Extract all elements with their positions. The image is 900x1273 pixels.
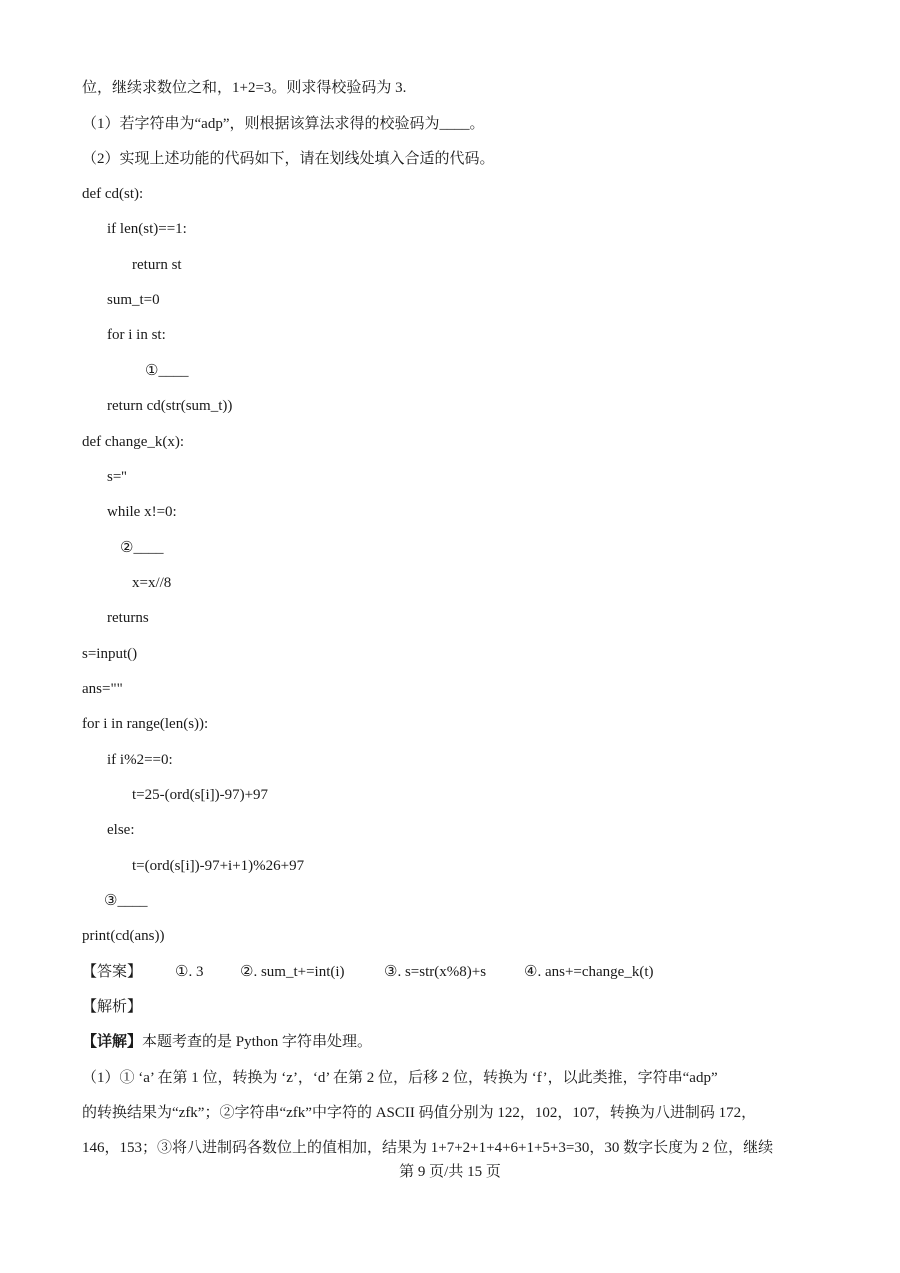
code-blank-1: ①____ [145,363,189,379]
code-line: while x!=0: [107,504,177,520]
code-line: ans="" [82,681,123,697]
page-footer: 第 9 页/共 15 页 [399,1164,501,1180]
analysis-para-line: 146，153；③将八进制码各数位上的值相加，结果为 1+7+2+1+4+6+1+5+3=30，30 数字长度为 2 位，继续 [82,1140,774,1156]
intro-text-line: 位，继续求数位之和，1+2=3。则求得校验码为 3. [82,80,407,96]
answer-3: ③. s=str(x%8)+s [384,964,487,980]
code-blank-2: ②____ [120,540,164,556]
code-line: else: [107,822,135,838]
code-line: return cd(str(sum_t)) [107,398,233,414]
code-line: returns [107,610,149,626]
code-line: sum_t=0 [107,292,160,308]
answer-2: ②. sum_t+=int(i) [240,964,345,980]
detail-label: 【详解】 [82,1034,143,1050]
detail-line [82,1032,372,1052]
code-line: if len(st)==1: [107,221,187,237]
answer-4: ④. ans+=change_k(t) [524,964,654,980]
question-1: （1）若字符串为“adp”，则根据该算法求得的校验码为____。 [82,116,485,132]
code-line: for i in range(len(s)): [82,716,209,732]
question-2: （2）实现上述功能的代码如下，请在划线处填入合适的代码。 [82,151,495,167]
code-line: def cd(st): [82,186,144,202]
analysis-label: 【解析】 [82,999,143,1015]
code-line: t=25-(ord(s[i])-97)+97 [132,787,269,803]
answer-label: 【答案】 [82,964,143,980]
code-line: for i in st: [107,327,166,343]
code-line: return st [132,257,182,273]
code-line: s='' [107,469,127,485]
analysis-para-line: （1）① ‘a’ 在第 1 位，转换为 ‘z’，‘d’ 在第 2 位，后移 2 位，转换为 ‘f’，以此类推，字符串“adp” [82,1070,718,1086]
code-line: t=(ord(s[i])-97+i+1)%26+97 [132,858,305,874]
analysis-para-line: 的转换结果为“zfk”；②字符串“zfk”中字符的 ASCII 码值分别为 122，102，107，转换为八进制码 172， [82,1105,757,1121]
code-line: x=x//8 [132,575,172,591]
answer-1: ①. 3 [175,964,204,980]
detail-text: 本题考查的是 Python 字符串处理。 [142,1034,373,1050]
code-line: def change_k(x): [82,434,185,450]
code-line: s=input() [82,646,138,662]
code-line: if i%2==0: [107,752,173,768]
code-line: print(cd(ans)) [82,928,165,944]
code-blank-3: ③____ [104,893,148,909]
